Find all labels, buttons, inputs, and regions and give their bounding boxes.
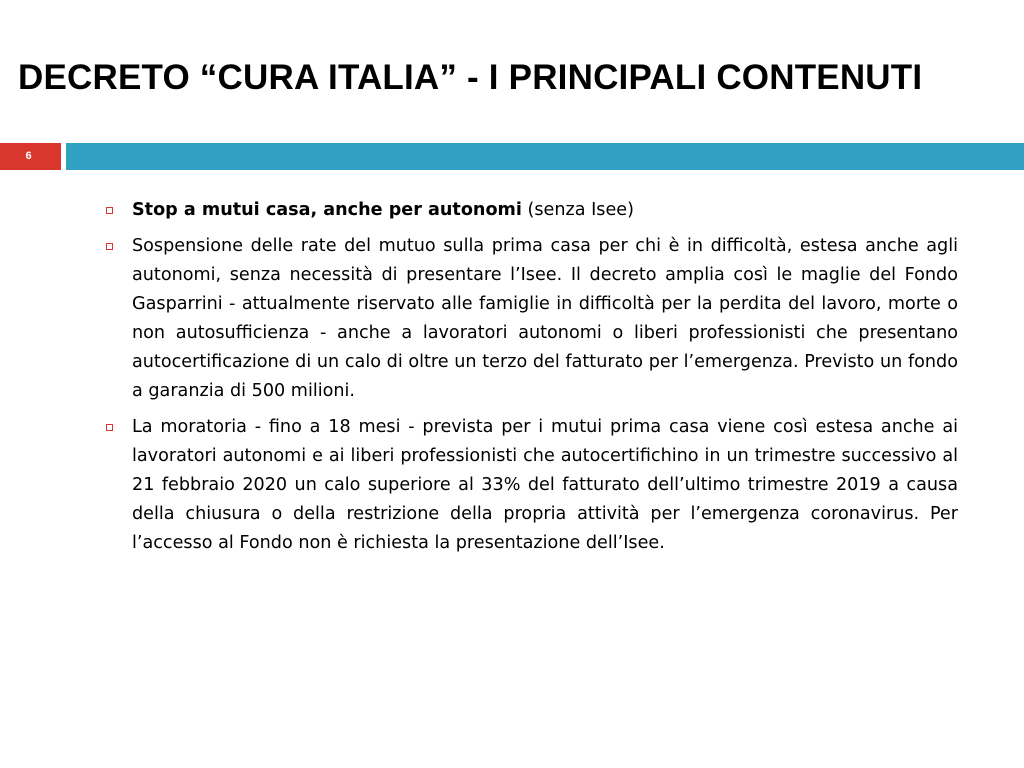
square-bullet-icon — [106, 207, 113, 214]
bullet-heading-rest: (senza Isee) — [521, 200, 634, 220]
bullet-item-heading — [104, 196, 958, 225]
bullet-text: La moratoria - fino a 18 mesi - prevista per i mutui prima casa viene così estesa anche ai lavoratori autonomi e ai liberi professionisti che autocertifichino in un trimestre successivo al 21 febbraio 2020 un calo superiore al 33% del fatturato dell’ultimo trimestre 2019 a causa della chiusura o della restrizione della propria attività per l’emergenza coronavirus. Per l’accesso al Fondo non è richiesta la presentazione dell’Isee. — [132, 417, 958, 553]
square-bullet-icon — [106, 243, 113, 250]
page-number: 6 — [25, 150, 32, 162]
bullet-item-sospensione — [104, 232, 958, 406]
bullet-list — [104, 196, 958, 558]
slide-title: DECRETO “CURA ITALIA” - I PRINCIPALI CONTENUTI — [18, 58, 923, 97]
page-number-badge — [0, 143, 61, 170]
square-bullet-icon — [106, 424, 113, 431]
bullet-item-moratoria — [104, 413, 958, 558]
header-divider-bar — [66, 143, 1024, 170]
bullet-heading-bold: Stop a mutui casa, anche per autonomi — [132, 200, 522, 220]
slide-content — [104, 196, 958, 565]
bullet-text: Sospensione delle rate del mutuo sulla prima casa per chi è in difficoltà, estesa anche agli autonomi, senza necessità di presentare l’Isee. Il decreto amplia così le maglie del Fondo Gasparrini - attualmente riservato alle famiglie in difficoltà per la perdita del lavoro, morte o non autosufficienza - anche a lavoratori autonomi o liberi professionisti che presentano autocertificazione di un calo di oltre un terzo del fatturato per l’emergenza. Previsto un fondo a garanzia di 500 milioni. — [132, 236, 958, 401]
